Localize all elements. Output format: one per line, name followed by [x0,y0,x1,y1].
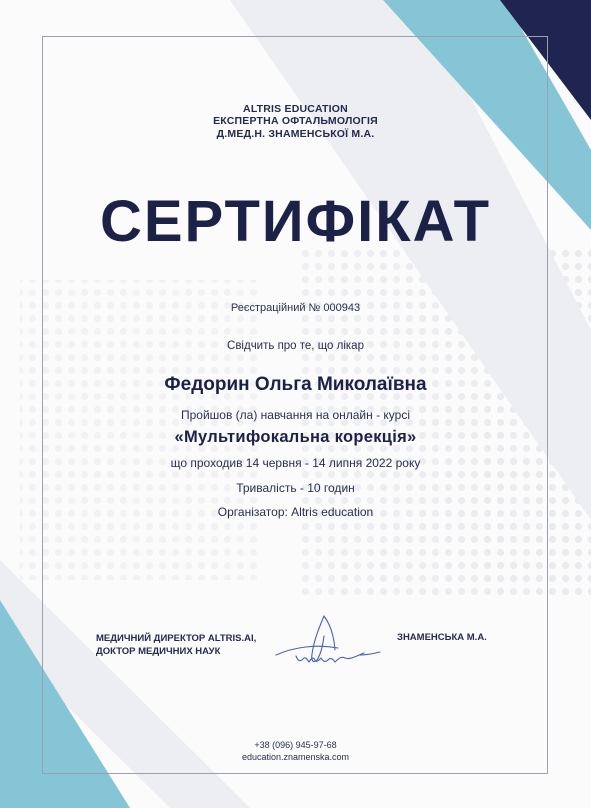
organization-name: ALTRIS EDUCATION [243,103,348,115]
course-organizer: Організатор: Altris education [217,505,374,519]
signatory-title-line-1: МЕДИЧНИЙ ДИРЕКТОР ALTRIS.AI, [96,633,257,644]
organization-founder: Д.МЕД.Н. ЗНАМЕНСЬКОЇ М.А. [216,128,375,140]
registration-number: Реєстраційний № 000943 [230,302,361,314]
recipient-name: Федорин Ольга Миколаївна [164,374,427,395]
handwritten-signature [272,610,392,680]
attestation-text: Свідчить про те, що лікар [227,340,364,352]
certificate-title: СЕРТИФІКАТ [99,189,492,254]
contact-website: education.znamenska.com [241,752,350,762]
signatory-name: ЗНАМЕНСЬКА М.А. [397,632,487,643]
contact-phone: +38 (096) 945-97-68 [254,740,337,750]
course-dates: що проходив 14 червня - 14 липня 2022 року [170,456,421,470]
organization-subtitle: ЕКСПЕРТНА ОФТАЛЬМОЛОГІЯ [213,115,378,127]
signatory-title [96,632,256,658]
signatory-title-line-2: ДОКТОР МЕДИЧНИХ НАУК [96,646,221,657]
training-statement: Пройшов (ла) навчання на онлайн - курсі [180,408,411,422]
course-name: «Мультифокальна корекція» [174,428,417,446]
course-duration: Тривалість - 10 годин [236,481,355,495]
